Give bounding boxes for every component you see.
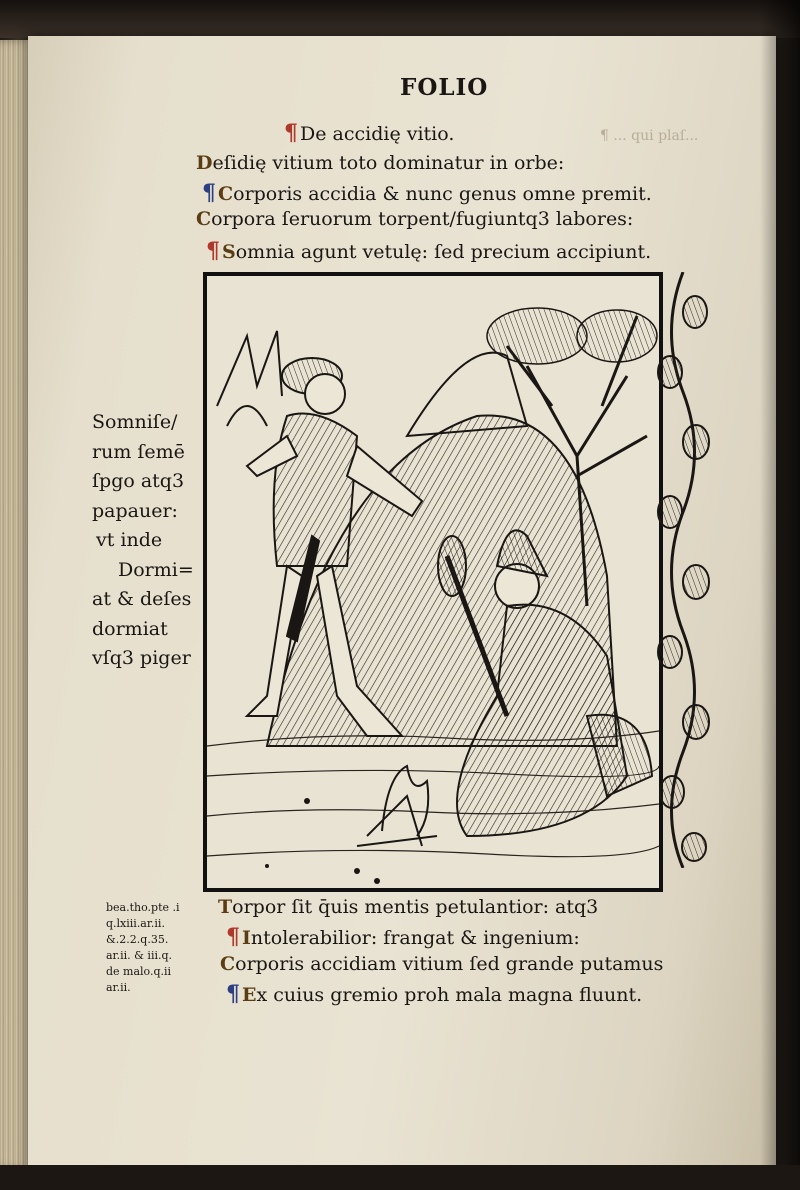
initial-letter: E (242, 984, 257, 1006)
verse-line (218, 896, 598, 918)
gloss-line: rum ſemē (92, 440, 185, 463)
reference-line: de malo.q.ii (106, 965, 172, 978)
verse-text: orporis accidiam vitium ſed grande putamus (235, 953, 664, 975)
gloss-line: Somniſe/ (92, 411, 178, 433)
verse-line (226, 981, 642, 1007)
pilcrow-mark: ¶ (226, 924, 240, 950)
initial-letter: C (196, 208, 212, 230)
verse-line (220, 953, 663, 975)
chapter-title-text: De accidię vitio. (300, 123, 455, 145)
reference-line: ar.ii. (106, 981, 131, 994)
gloss-line: ſpgo atq3 (92, 470, 185, 492)
chapter-title (284, 120, 454, 146)
gloss-line: papauer: (92, 499, 178, 522)
pilcrow-mark: ¶ (284, 120, 298, 146)
initial-letter: S (222, 241, 236, 263)
margin-gloss (92, 408, 194, 674)
pilcrow-mark: ¶ (206, 238, 220, 264)
bleed-through: ¶ ... qui plaſ... (600, 128, 699, 144)
decorative-vine-border (650, 272, 716, 868)
page-header-folio: FOLIO (400, 74, 489, 101)
reference-line: bea.tho.pte .i (106, 901, 180, 914)
gloss-line: vt inde (96, 529, 163, 551)
verse-line (196, 152, 564, 174)
pilcrow-mark: ¶ (202, 180, 216, 206)
verse-text: orpora ſeruorum torpent/fugiuntq3 labores: (211, 208, 634, 230)
woodcut-illustration (203, 272, 663, 892)
reference-line: ar.ii. & iii.q. (106, 949, 173, 962)
woodcut-scene (207, 276, 659, 888)
pilcrow-mark: ¶ (226, 981, 240, 1007)
initial-letter: D (196, 152, 213, 174)
vine-icon (650, 272, 716, 868)
bottom-shadow (0, 1165, 800, 1190)
verse-text: ntolerabilior: frangat & ingenium: (250, 927, 580, 949)
margin-reference (106, 900, 180, 996)
verse-text: omnia agunt vetulę: ſed precium accipiunt. (235, 241, 652, 263)
verse-text: orpor ſit q̄uis mentis petulantior: atq3 (232, 896, 599, 918)
gloss-line: vſq3 piger (92, 647, 191, 669)
reference-line: q.lxiii.ar.ii. (106, 917, 165, 930)
verse-text: orporis accidia & nunc genus omne premit. (233, 183, 652, 205)
reference-line: &.2.2.q.35. (106, 933, 169, 946)
verse-line (202, 180, 652, 206)
verse-line (196, 208, 633, 230)
gloss-line: dormiat (92, 617, 168, 640)
verse-line (206, 238, 651, 264)
initial-letter: C (218, 183, 234, 205)
initial-letter: T (218, 896, 233, 918)
top-shadow (0, 0, 800, 38)
initial-letter: C (220, 953, 236, 975)
initial-letter: I (242, 927, 251, 949)
binding-shadow (760, 0, 800, 1190)
verse-text: eſidię vitium toto dominatur in orbe: (212, 152, 565, 174)
verse-text: x cuius gremio proh mala magna fluunt. (256, 984, 643, 1006)
verse-line (226, 924, 580, 950)
gloss-line: Dormi= (118, 558, 194, 581)
gloss-line: at & deſes (92, 588, 192, 610)
